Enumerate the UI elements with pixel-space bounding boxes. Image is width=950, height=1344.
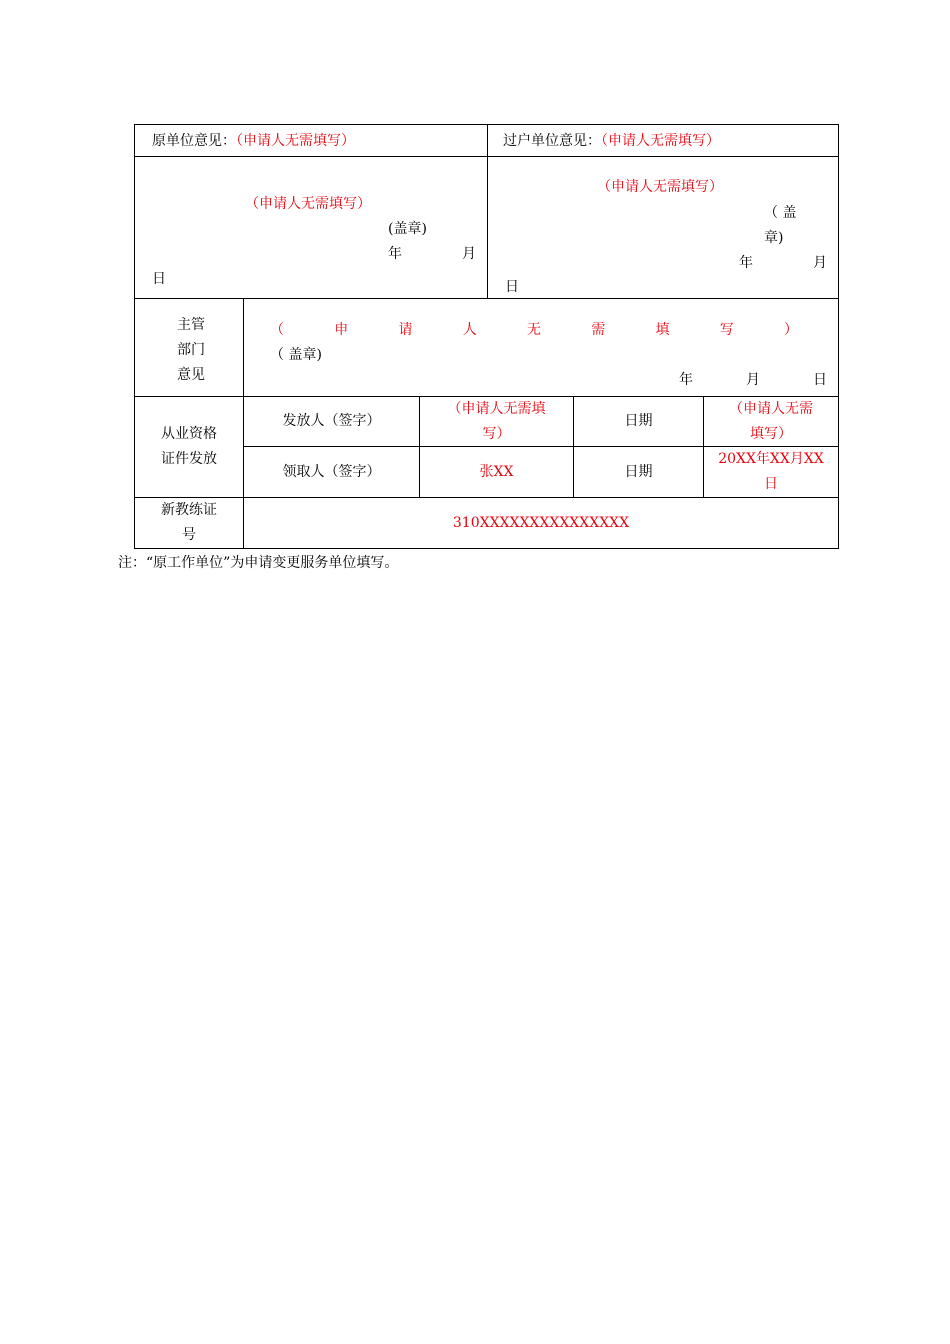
transfer-unit-label: 过户单位意见：: [503, 133, 601, 149]
dept-label-line1: 主管: [177, 317, 205, 333]
note-char: ）: [784, 322, 798, 338]
issuer-value: [420, 397, 573, 446]
col-divider: [487, 124, 488, 299]
date-value-issue-line1: （申请人无需: [729, 400, 813, 417]
date-value-receive-line2: 日: [764, 476, 778, 492]
dept-opinion-note: [270, 319, 798, 339]
receiver-value: 张XX: [479, 463, 514, 480]
dept-month: 月: [746, 372, 760, 388]
date-value-receive-line1: 20XX年XX月XX: [718, 451, 824, 467]
dept-label-line3: 意见: [177, 367, 205, 383]
issuer-value-line1: （申请人无需填: [447, 400, 546, 417]
dept-seal: （ 盖章): [270, 347, 322, 363]
new-coach-cert-label-line2: 号: [182, 527, 196, 543]
dept-label-line2: 部门: [177, 342, 205, 358]
cert-issue-label: [135, 397, 243, 497]
note-char: 填: [655, 322, 670, 338]
note-char: 写: [719, 322, 734, 338]
right-day: 日: [505, 279, 519, 295]
new-coach-cert-label-line1: 新教练证: [161, 502, 217, 518]
dept-year: 年: [679, 372, 693, 388]
left-opinion-note: （申请人无需填写）: [245, 196, 371, 212]
left-day: 日: [152, 271, 166, 287]
right-seal-line1: （ 盖: [764, 205, 797, 221]
note-char: 申: [334, 322, 349, 338]
date-label-receive: 日期: [624, 463, 653, 480]
date-value-issue: [704, 397, 838, 446]
date-value-issue-line2: 填写）: [750, 425, 792, 442]
note-char: 无: [527, 322, 541, 338]
date-value-receive: [704, 447, 838, 497]
cert-issue-label-line1: 从业资格: [161, 426, 217, 442]
new-coach-cert-number: 310XXXXXXXXXXXXXXX: [452, 514, 630, 531]
cert-issue-label-line2: 证件发放: [161, 451, 217, 467]
receiver-label: 领取人（签字）: [282, 463, 381, 480]
new-coach-cert-label: [135, 498, 243, 548]
issuer-value-line2: 写）: [482, 425, 511, 442]
right-seal-line2: 章): [764, 230, 784, 246]
transfer-unit-opinion: [503, 130, 720, 150]
right-month: 月: [813, 255, 827, 271]
original-unit-opinion: [152, 130, 355, 150]
transfer-unit-note: （申请人无需填写）: [601, 133, 720, 149]
note-char: （: [270, 322, 284, 338]
date-label-issue: 日期: [624, 413, 653, 429]
left-seal: (盖章): [388, 221, 427, 237]
footnote: 注：“原工作单位”为申请变更服务单位填写。: [118, 555, 399, 571]
note-char: 需: [591, 322, 606, 338]
note-char: 人: [462, 322, 477, 338]
note-char: 请: [398, 322, 413, 338]
left-year: 年: [388, 246, 402, 262]
dept-day: 日: [813, 372, 827, 388]
right-opinion-note: （申请人无需填写）: [597, 179, 723, 195]
left-month: 月: [462, 246, 476, 262]
original-unit-label: 原单位意见：: [152, 133, 236, 149]
issuer-label: 发放人（签字）: [282, 413, 381, 429]
right-year: 年: [739, 255, 753, 271]
original-unit-note: （申请人无需填写）: [236, 133, 355, 149]
